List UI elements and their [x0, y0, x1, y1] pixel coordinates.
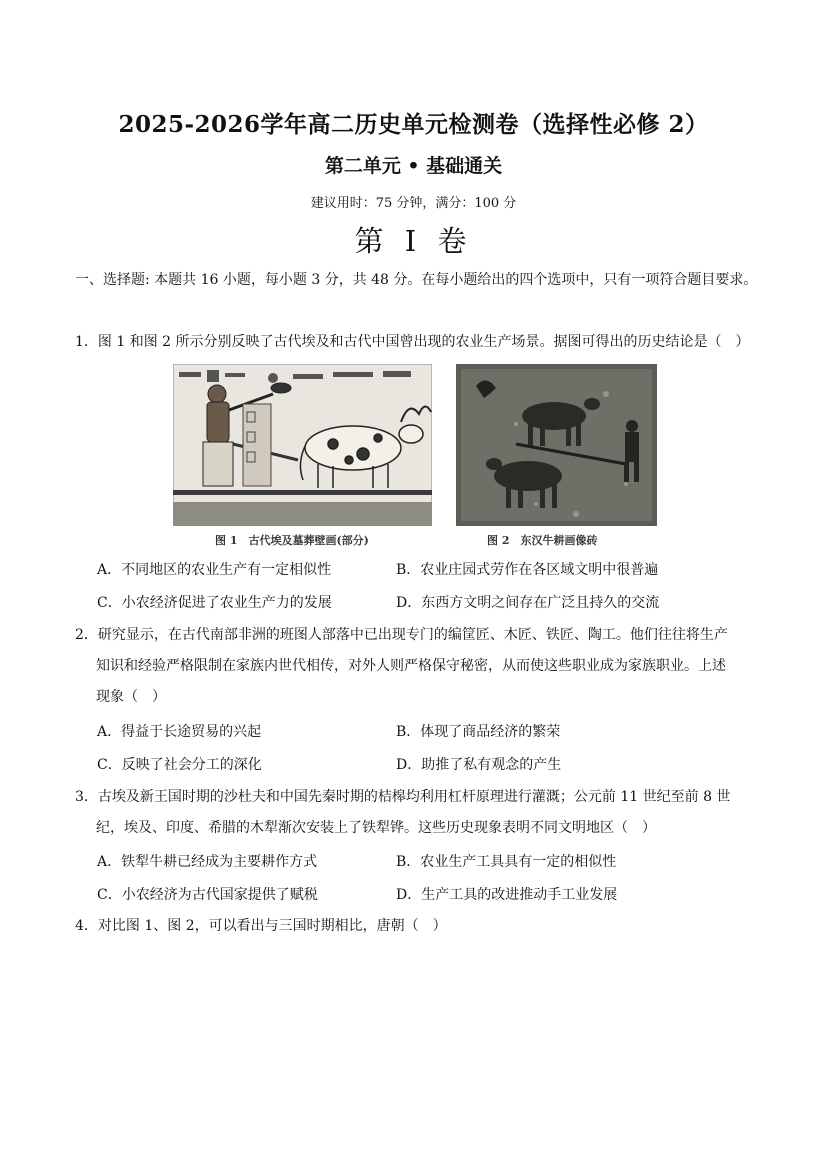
q2-stem-line-2: 知识和经验严格限制在家族内世代相传，对外人则严格保守秘密，从而使这些职业成为家族职业。上述	[96, 658, 726, 674]
figure-1-caption: 图 1 古代埃及墓葬壁画(部分)	[215, 534, 369, 547]
q3-stem-line-2: 纪，埃及、印度、希腊的木犁渐次安装上了铁犁铧。这些历史现象表明不同文明地区（ ）	[96, 820, 656, 836]
q1-option-a[interactable]: A．不同地区的农业生产有一定相似性	[97, 562, 332, 578]
q3-option-a[interactable]: A．铁犁牛耕已经成为主要耕作方式	[97, 854, 318, 870]
q1-option-c[interactable]: C．小农经济促进了农业生产力的发展	[97, 595, 332, 611]
q3-option-d[interactable]: D．生产工具的改进推动手工业发展	[396, 887, 618, 903]
q2-stem-line-1: 2．研究显示，在古代南部非洲的班图人部落中已出现专门的编筐匠、木匠、铁匠、陶工。他们往往将生产	[75, 627, 728, 643]
q2-stem-line-3: 现象（ ）	[96, 689, 166, 705]
q2-option-d[interactable]: D．助推了私有观念的产生	[396, 757, 562, 773]
question-1-stem: 1．图 1 和图 2 所示分别反映了古代埃及和古代中国曾出现的农业生产场景。据图可得出的历史结论是（ ）	[75, 334, 750, 350]
unit-subtitle: 第二单元 • 基础通关	[324, 155, 503, 177]
q2-option-c[interactable]: C．反映了社会分工的深化	[97, 757, 262, 773]
section-instructions: 一、选择题: 本题共 16 小题，每小题 3 分，共 48 分。在每小题给出的四个选项中，只有一项符合题目要求。	[75, 272, 758, 288]
exam-title: 2025-2026学年高二历史单元检测卷（选择性必修 2）	[118, 111, 709, 138]
egyptian-tomb-mural-image	[173, 364, 432, 526]
time-and-score: 建议用时：75 分钟，满分：100 分	[310, 196, 517, 211]
question-2-stem	[75, 620, 765, 713]
q1-option-b[interactable]: B．农业庄园式劳作在各区域文明中很普遍	[396, 562, 659, 578]
q3-stem-line-1: 3．古埃及新王国时期的沙杜夫和中国先秦时期的桔槔均利用杠杆原理进行灌溉；公元前 11 世纪至前 8 世	[75, 789, 731, 805]
han-ox-plough-brick-image	[456, 364, 657, 526]
q2-option-a[interactable]: A．得益于长途贸易的兴起	[97, 724, 262, 740]
figure-2-caption: 图 2 东汉牛耕画像砖	[487, 534, 598, 547]
q3-option-b[interactable]: B．农业生产工具具有一定的相似性	[396, 854, 617, 870]
volume-heading: 第 I 卷	[354, 224, 473, 258]
q1-option-d[interactable]: D．东西方文明之间存在广泛且持久的交流	[396, 595, 660, 611]
q3-option-c[interactable]: C．小农经济为古代国家提供了赋税	[97, 887, 318, 903]
question-3-stem	[75, 782, 765, 844]
q2-option-b[interactable]: B．体现了商品经济的繁荣	[396, 724, 561, 740]
question-4-stem: 4．对比图 1、图 2，可以看出与三国时期相比，唐朝（ ）	[75, 918, 447, 934]
